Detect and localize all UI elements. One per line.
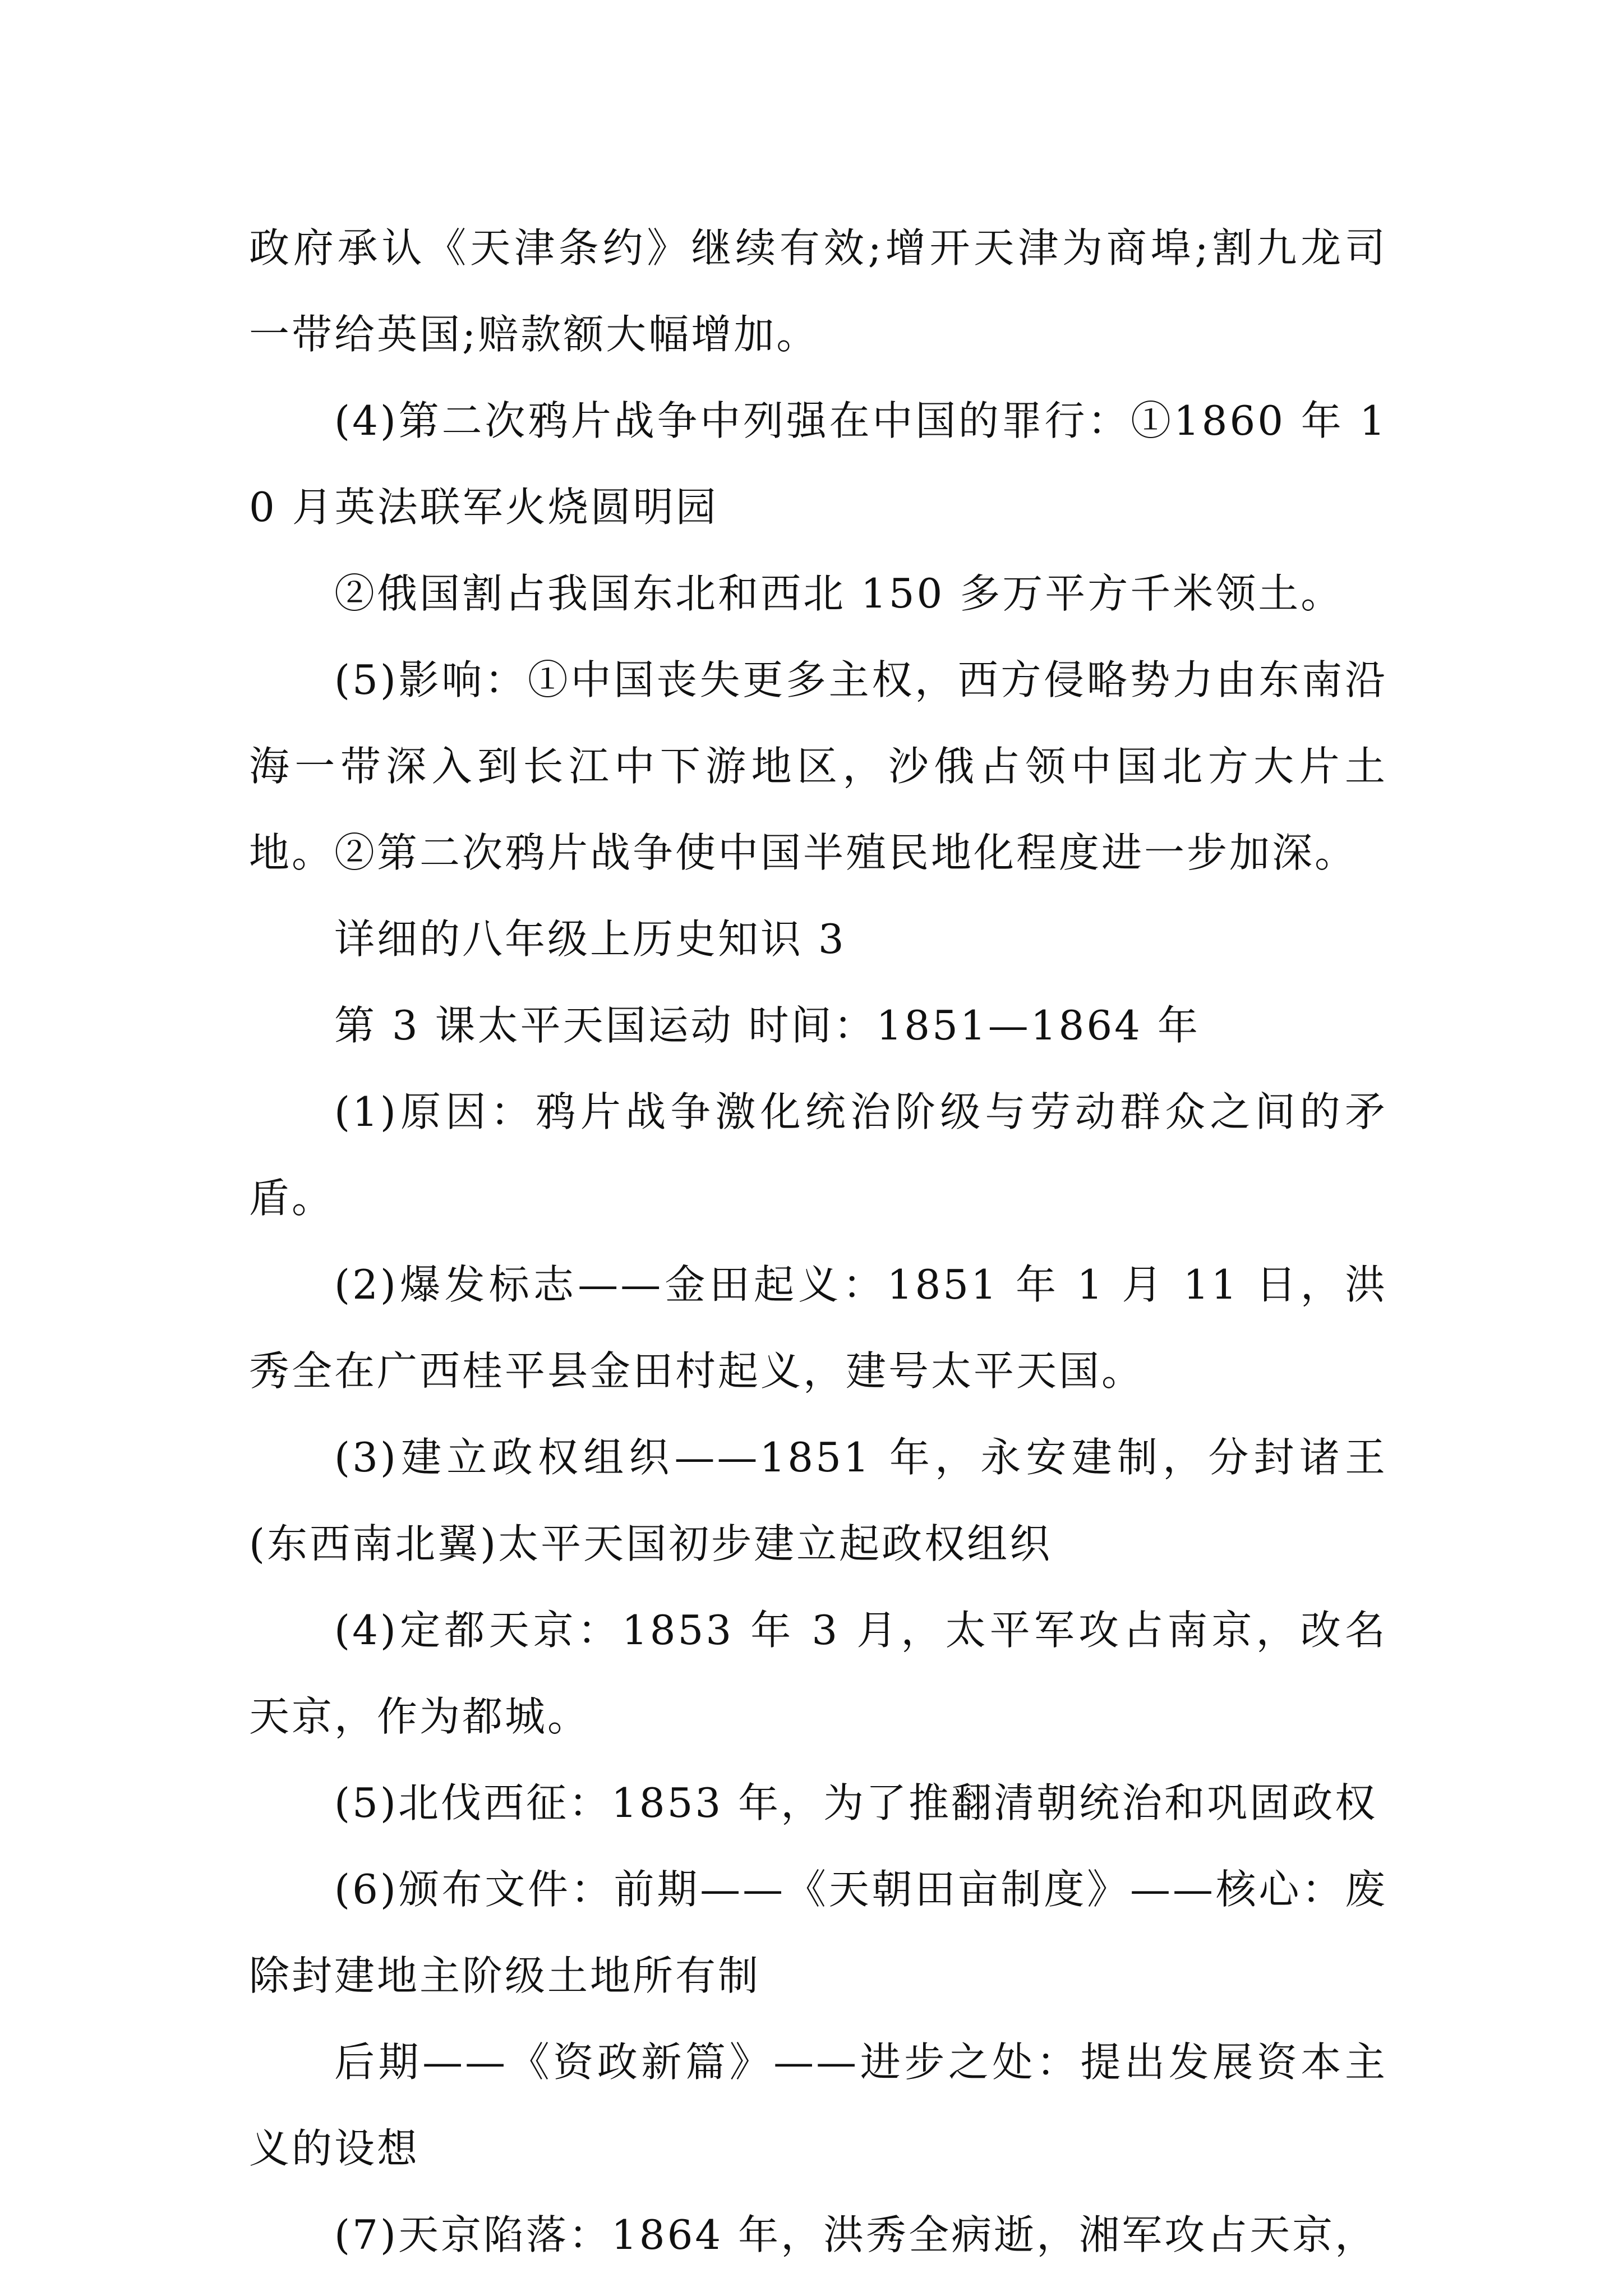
paragraph-outbreak: (2)爆发标志——金田起义：1851 年 1 月 11 日，洪秀全在广西桂平县金田村起义，建号太平天国。 [249, 1261, 1387, 1395]
paragraph-fall: (7)天京陷落：1864 年，洪秀全病逝，湘军攻占天京， [334, 2211, 1378, 2258]
paragraph-expeditions: (5)北伐西征：1853 年，为了推翻清朝统治和巩固政权 [334, 1779, 1378, 1826]
paragraph-capital: (4)定都天京：1853 年 3 月，太平军攻占南京，改名天京，作为都城。 [249, 1607, 1387, 1740]
paragraph-regime: (3)建立政权组织——1851 年，永安建制，分封诸王(东西南北翼)太平天国初步建立起政权组织 [249, 1434, 1387, 1567]
lesson-title: 第 3 课太平天国运动 时间：1851—1864 年 [334, 1002, 1200, 1049]
paragraph-documents-early: (6)颁布文件：前期——《天朝田亩制度》——核心：废除封建地主阶级土地所有制 [249, 1866, 1387, 1999]
paragraph-cause: (1)原因：鸦片战争激化统治阶级与劳动群众之间的矛盾。 [249, 1088, 1387, 1222]
paragraph-war-crimes: (4)第二次鸦片战争中列强在中国的罪行：①1860 年 10 月英法联军火烧圆明园 [249, 397, 1387, 531]
paragraph-treaty-terms: 政府承认《天津条约》继续有效;增开天津为商埠;割九龙司一带给英国;赔款额大幅增加。 [249, 224, 1387, 358]
paragraph-documents-late: 后期——《资政新篇》——进步之处：提出发展资本主义的设想 [249, 2039, 1387, 2172]
document-body [249, 205, 1387, 2278]
section-heading: 详细的八年级上历史知识 3 [334, 915, 846, 963]
paragraph-russia-territory: ②俄国割占我国东北和西北 150 多万平方千米领土。 [334, 570, 1344, 617]
paragraph-impact: (5)影响：①中国丧失更多主权，西方侵略势力由东南沿海一带深入到长江中下游地区，沙俄占领中国北方大片土地。②第二次鸦片战争使中国半殖民地化程度进一步加深。 [249, 656, 1387, 876]
